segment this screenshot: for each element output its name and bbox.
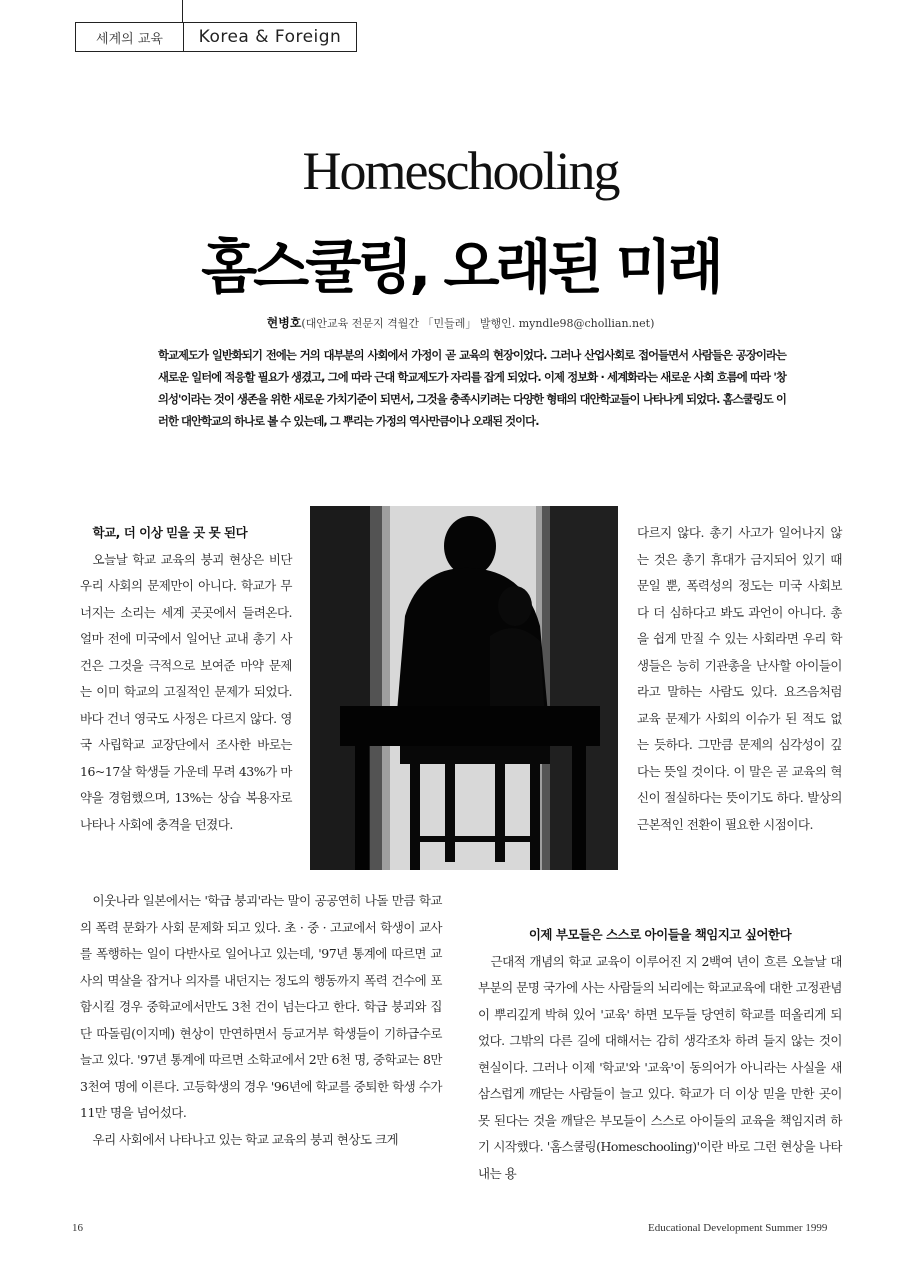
- title-english: Homeschooling: [302, 141, 619, 201]
- author-name: 현병호: [266, 316, 302, 330]
- right-column-continuation: [637, 520, 842, 838]
- body-paragraph: 이웃나라 일본에서는 '학급 붕괴'라는 말이 공공연히 나돌 만큼 학교의 폭력 문화가 사회 문제화 되고 있다. 초 · 중 · 고교에서 학생이 교사를 폭행하는 일이 다반사로 일어나고 있는데, '97년 통계에 따르면 교사의 멱살을 잡거나 의자를 내던지는 정도의 행동까지 폭력 건수에 포함시킬 경우 중학교에서만도 3천 건이 넘는다고 한다. 학급 붕괴와 집단 따돌림(이지메) 현상이 만연하면서 등교거부 학생들이 기하급수로 늘고 있다. '97년 통계에 따르면 소학교에서 2만 6천 명, 중학교는 8만 3천여 명에 이른다. 고등학생의 경우 '96년에 학교를 중퇴한 학생 수가 11만 명을 넘어섰다.: [80, 893, 442, 1120]
- bottom-left-column: [80, 888, 442, 1153]
- section-heading-1: 학교, 더 이상 믿을 곳 못 된다: [92, 525, 248, 540]
- left-column: [80, 520, 292, 838]
- body-paragraph: 오늘날 학교 교육의 붕괴 현상은 비단 우리 사회의 문제만이 아니다. 학교가 무너지는 소리는 세계 곳곳에서 들려온다. 얼마 전에 미국에서 일어난 교내 총기 사건은 그것을 극적으로 보여준 마약 문제는 이미 학교의 고질적인 문제가 되었다. 바다 건너 영국도 사정은 다르지 않다. 영국 사립학교 교장단에서 조사한 바로는 16~17살 학생들 가운데 무려 43%가 마약을 경험했으며, 13%는 상습 복용자로 나타나 사회에 충격을 던졌다.: [80, 551, 292, 832]
- journal-footer: Educational Development Summer 1999: [648, 1222, 828, 1234]
- section-heading-2: 이제 부모들은 스스로 아이들을 책임지고 싶어한다: [528, 927, 792, 942]
- section-label-korean: 세계의 교육: [76, 23, 184, 51]
- body-paragraph: 다르지 않다. 총기 사고가 일어나지 않는 것은 총기 휴대가 금지되어 있기 때문일 뿐, 폭력성의 정도는 미국 사회보다 더 심하다고 봐도 과언이 아니다. 총을 쉽게 만질 수 있는 사회라면 우리 학생들은 능히 기관총을 난사할 아이들이라고 말하는 사람도 있다. 요즈음처럼 교육 문제가 사회의 이슈가 된 적도 없는 듯하다. 그만큼 문제의 심각성이 깊다는 뜻일 것이다. 이 말은 곧 교육의 혁신이 절실하다는 뜻이기도 하다. 발상의 근본적인 전환이 필요한 시점이다.: [637, 525, 842, 832]
- body-paragraph: 근대적 개념의 학교 교육이 이루어진 지 2백여 년이 흐른 오늘날 대부분의 문명 국가에 사는 사람들의 뇌리에는 학교교육에 대한 고정관념이 뿌리깊게 박혀 있어 '교육' 하면 모두들 당연히 학교를 떠올리게 되었다. 그밖의 다른 길에 대해서는 감히 생각조차 하려 들지 않는 것이 현실이다. 그러나 이제 '학교'와 '교육'이 동의어가 아니라는 사실을 새삼스럽게 깨닫는 사람들이 늘고 있다. 학교가 더 이상 믿을 만한 곳이 못 된다는 것을 깨달은 부모들이 스스로 아이들의 교육을 책임지려 하기 시작했다. '홈스쿨링(Homeschooling)'이란 바로 그런 현상을 나타내는 용: [478, 953, 842, 1181]
- lead-paragraph: 학교제도가 일반화되기 전에는 거의 대부분의 사회에서 가정이 곧 교육의 현장이었다. 그러나 산업사회로 접어들면서 사람들은 공장이라는 새로운 일터에 적응할 필요가 생겼고, 그에 따라 근대 학교제도가 자리를 잡게 되었다. 이제 정보화 · 세계화라는 새로운 사회 흐름에 따라 '창의성'이라는 것이 생존을 위한 새로운 가치기준이 되면서, 그것을 충족시키려는 다양한 형태의 대안학교들이 나타나게 되었다. 홈스쿨링도 이러한 대안학교의 하나로 볼 수 있는데, 그 뿌리는 가정의 역사만큼이나 오래된 것이다.: [158, 349, 786, 428]
- body-paragraph: 우리 사회에서 나타나고 있는 학교 교육의 붕괴 현상도 크게: [92, 1131, 399, 1147]
- title-korean: 홈스쿨링, 오래된 미래: [201, 233, 720, 301]
- author-affiliation: (대안교육 전문지 격월간 「민들레」 발행인. myndle98@chollian.net): [301, 317, 655, 330]
- byline: [0, 314, 921, 331]
- photo-piano-silhouette: [310, 506, 618, 870]
- page-number: 16: [72, 1222, 83, 1234]
- header-rule: [182, 0, 183, 22]
- bottom-right-column: [478, 922, 842, 1187]
- section-tag: [75, 22, 357, 52]
- section-label-english: Korea & Foreign: [198, 27, 342, 47]
